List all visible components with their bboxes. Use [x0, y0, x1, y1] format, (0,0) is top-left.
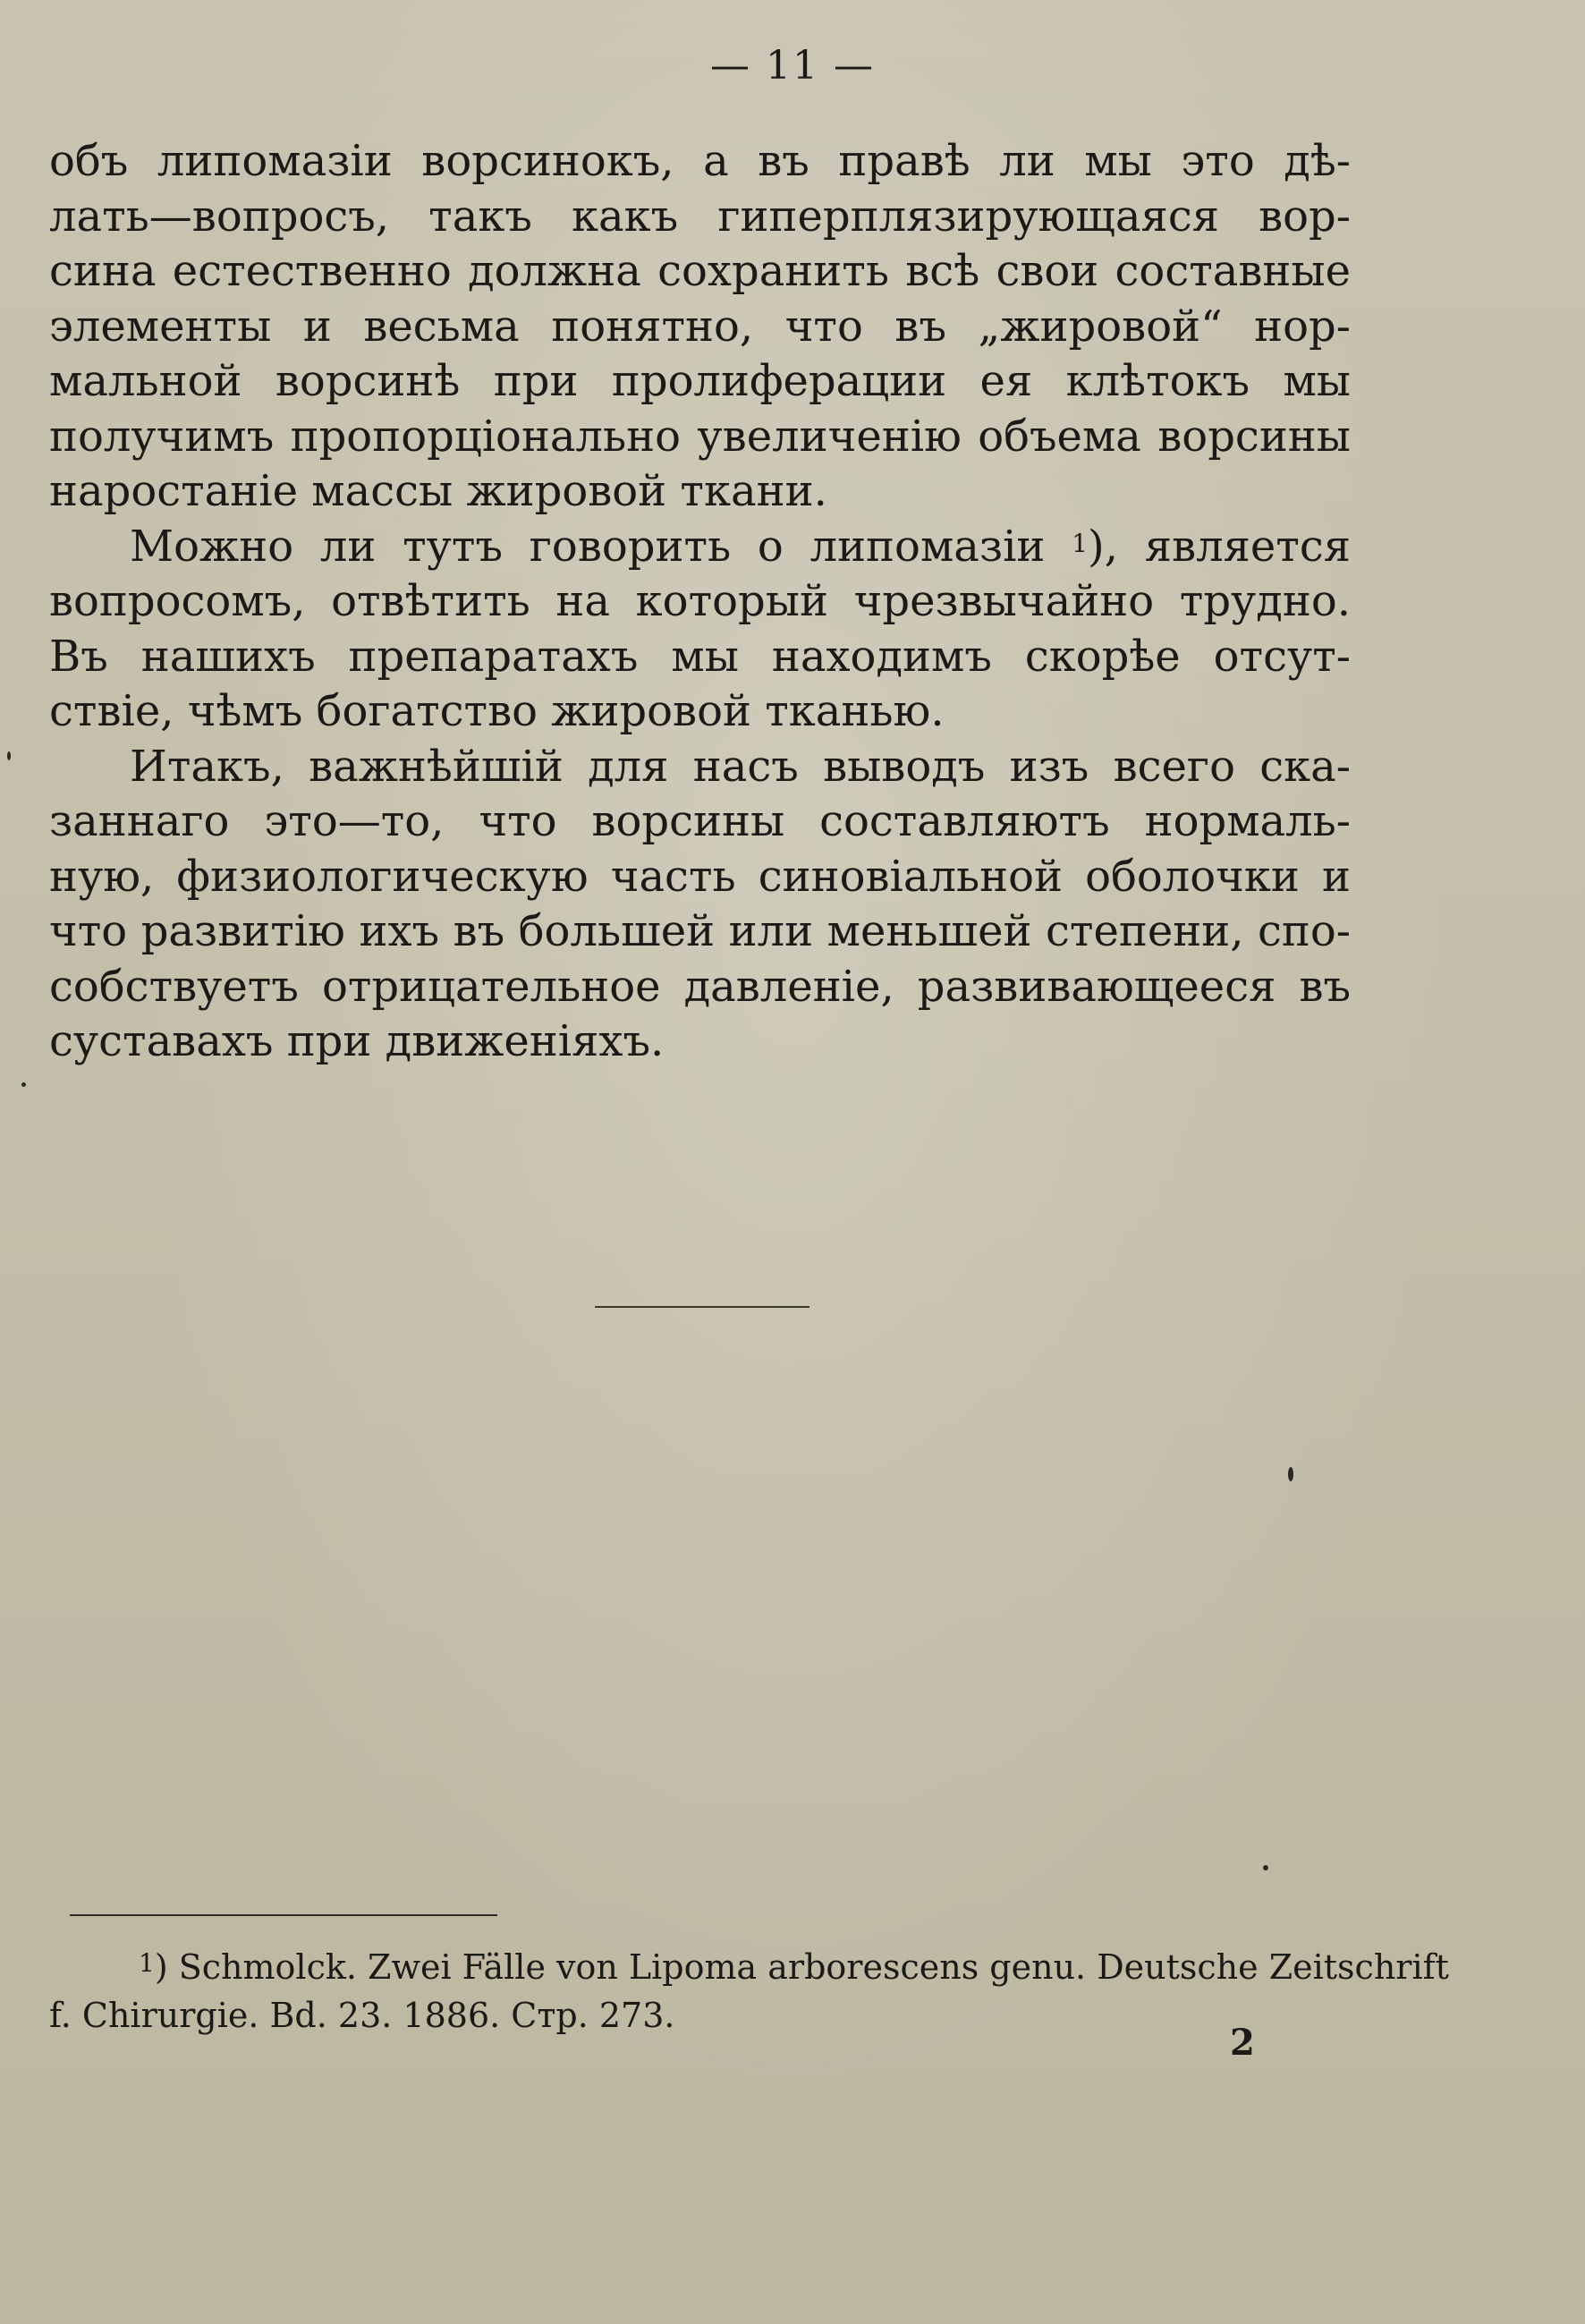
running-head: — 11 — — [710, 43, 875, 89]
text-line: элементы и весьма понятно, что въ „жировой“ нор- — [49, 301, 1351, 352]
text-line: Итакъ, важнѣйшій для насъ выводъ изъ всего ска- — [130, 741, 1351, 792]
text-fragment: Можно ли тутъ говорить о липомазіи — [130, 521, 1046, 572]
text-line: ную, физиологическую часть синовіальной оболочки и — [49, 851, 1351, 902]
speck — [1263, 1865, 1268, 1870]
footnote-rule — [70, 1914, 497, 1916]
signature-mark: 2 — [1230, 2022, 1255, 2064]
footnote-line — [49, 1943, 1449, 1991]
footnote — [49, 1943, 1449, 2040]
text-line: Въ нашихъ препаратахъ мы находимъ скорѣе отсут- — [49, 631, 1351, 682]
text-line: мальной ворсинѣ при пролиферации ея клѣтокъ мы — [49, 356, 1351, 406]
text-line: что развитію ихъ въ большей или меньшей степени, спо- — [49, 906, 1351, 956]
body-text — [49, 134, 1351, 1070]
text-line: заннаго это—то, что ворсины составляютъ нормаль- — [49, 796, 1351, 846]
footnote-marker: 1 — [139, 1948, 155, 1978]
text-line-with-footnote — [49, 520, 1351, 575]
footnote-reference: 1 — [1072, 528, 1089, 558]
text-line: объ липомазіи ворсинокъ, а въ правѣ ли мы это дѣ- — [49, 136, 1351, 186]
text-line: лать—вопросъ, такъ какъ гиперплязирующаяся вор- — [49, 191, 1351, 242]
text-line: получимъ пропорціонально увеличенію объема ворсины — [49, 411, 1351, 462]
text-line: вопросомъ, отвѣтить на который чрезвычайно трудно. — [49, 576, 1351, 626]
text-line: наростаніе массы жировой ткани. — [49, 466, 827, 516]
speck — [7, 751, 11, 760]
text-line: сина естественно должна сохранить всѣ свои составные — [49, 246, 1351, 296]
speck — [1288, 1467, 1293, 1481]
text-line: ствіе, чѣмъ богатство жировой тканью. — [49, 686, 945, 736]
text-line: собствуетъ отрицательное давленіе, развивающееся въ — [49, 961, 1351, 1012]
text-fragment: ), является — [1088, 521, 1352, 572]
footnote-line: f. Chirurgie. Bd. 23. 1886. Стр. 273. — [49, 1996, 675, 2035]
speck — [21, 1082, 26, 1087]
section-divider — [595, 1306, 809, 1308]
text-line: суставахъ при движеніяхъ. — [49, 1016, 665, 1066]
footnote-text: ) Schmolck. Zwei Fälle von Lipoma arborescens genu. Deutsche Zeitschrift — [154, 1947, 1449, 1987]
